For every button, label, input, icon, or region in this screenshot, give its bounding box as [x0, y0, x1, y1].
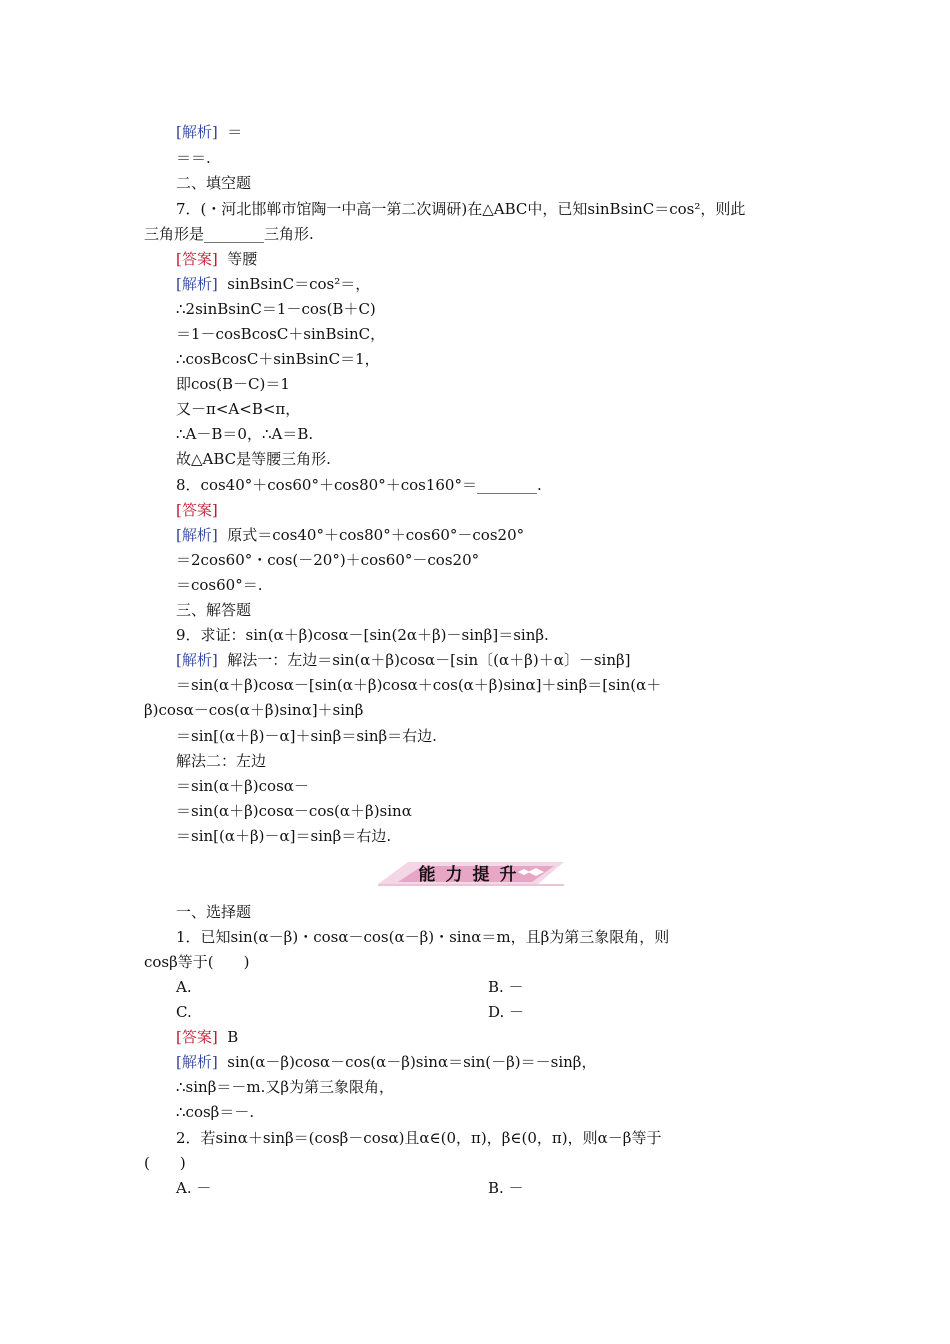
analysis-tag: [解析] — [176, 123, 218, 141]
line-text: ( ) — [144, 1154, 186, 1172]
text-line — [176, 249, 257, 269]
line-text: ＝sin[(α＋β)－α]＋sinβ＝sinβ＝右边. — [176, 727, 437, 745]
line-text: 故△ABC是等腰三角形. — [176, 450, 331, 468]
line-text: ∴cosBcosC＋sinBsinC＝1， — [176, 350, 380, 368]
line-text: 8．cos40°＋cos60°＋cos80°＋cos160°＝________. — [176, 476, 542, 494]
line-text: B — [217, 1028, 239, 1046]
text-line — [176, 122, 242, 142]
text-line — [176, 1077, 394, 1097]
text-line — [176, 826, 391, 846]
text-line — [176, 525, 524, 545]
text-line — [176, 199, 745, 219]
text-line — [176, 299, 376, 319]
analysis-tag: [解析] — [176, 526, 218, 544]
text-line — [176, 600, 251, 620]
text-line — [176, 726, 437, 746]
analysis-tag: [解析] — [176, 1053, 218, 1071]
text-line — [176, 1052, 596, 1072]
line-text: β)cosα－cos(α＋β)sinα]＋sinβ — [144, 701, 364, 719]
option-right: B. － — [488, 1179, 524, 1197]
line-text: 又－π<A<B<π， — [176, 400, 301, 418]
option-right: B. － — [488, 978, 524, 996]
line-text: ＝sin(α＋β)cosα－cos(α＋β)sinα — [176, 802, 412, 820]
line-text: 三角形是________三角形. — [144, 225, 314, 243]
line-text: 解法二：左边 — [176, 752, 267, 770]
answer-tag: [答案] — [176, 1028, 218, 1046]
line-text: ∴sinβ＝－m.又β为第三象限角， — [176, 1078, 395, 1096]
line-text: 原式＝cos40°＋cos80°＋cos60°－cos20° — [217, 526, 525, 544]
option-left: A. － — [176, 1179, 212, 1197]
answer-tag: [答案] — [176, 250, 218, 268]
text-line — [176, 751, 266, 771]
line-text: ＝sin[(α＋β)－α]＝sinβ＝右边. — [176, 827, 392, 845]
text-line — [176, 902, 251, 922]
text-line — [176, 625, 549, 645]
text-line — [176, 399, 300, 419]
line-text: ＝sin(α＋β)cosα－[sin(α＋β)cosα＋cos(α＋β)sinα]＋sinβ＝[sin(α＋ — [176, 676, 662, 694]
line-text: ∴A－B＝0，∴A＝B. — [176, 425, 314, 443]
text-line — [176, 374, 290, 394]
text-line — [144, 224, 314, 244]
line-text: 7．(・河北邯郸市馆陶一中高一第二次调研)在△ABC中，已知sinBsinC＝cos²，则此 — [176, 200, 746, 218]
text-line — [144, 952, 250, 972]
text-line — [176, 1128, 661, 1148]
text-line — [176, 675, 661, 695]
answer-tag: [答案] — [176, 501, 218, 519]
line-text: 即cos(B－C)＝1 — [176, 375, 290, 393]
section-banner-title: 能力提升 — [418, 865, 527, 885]
line-text: 二、填空题 — [176, 174, 252, 192]
text-line — [176, 475, 542, 495]
text-line — [176, 801, 412, 821]
text-line — [176, 173, 251, 193]
text-line — [144, 1153, 186, 1173]
line-text: 三、解答题 — [176, 601, 252, 619]
text-line — [176, 449, 331, 469]
text-line — [176, 927, 669, 947]
option-left: C. — [176, 1003, 192, 1021]
line-text: 1．已知sin(α－β)・cosα－cos(α－β)・sinα＝m，且β为第三象限角，则 — [176, 928, 670, 946]
text-line — [176, 500, 218, 520]
text-line — [176, 776, 309, 796]
line-text: ∴2sinBsinC＝1－cos(B＋C) — [176, 300, 376, 318]
text-line — [176, 324, 385, 344]
line-text: 解法一：左边＝sin(α＋β)cosα－[sin〔(α＋β)＋α〕－sinβ] — [217, 651, 631, 669]
line-text: 9．求证：sin(α＋β)cosα－[sin(2α＋β)－sinβ]＝sinβ. — [176, 626, 549, 644]
line-text: 2．若sinα＋sinβ＝(cosβ－cosα)且α∈(0，π)，β∈(0，π)，则α－β等于 — [176, 1129, 662, 1147]
analysis-tag: [解析] — [176, 651, 218, 669]
text-line — [144, 700, 363, 720]
text-line — [176, 148, 211, 168]
text-line — [176, 575, 263, 595]
line-text: ＝1－cosBcosC＋sinBsinC， — [176, 325, 386, 343]
line-text: ∴cosβ＝－. — [176, 1103, 255, 1121]
line-text: ＝ — [217, 123, 243, 141]
line-text: sin(α－β)cosα－cos(α－β)sinα＝sin(－β)＝－sinβ， — [217, 1053, 597, 1071]
option-right: D. － — [488, 1003, 525, 1021]
analysis-tag: [解析] — [176, 275, 218, 293]
line-text: ＝2cos60°・cos(－20°)＋cos60°－cos20° — [176, 551, 480, 569]
text-line — [176, 650, 631, 670]
text-line — [176, 274, 370, 294]
text-line — [176, 1102, 254, 1122]
line-text: ＝＝. — [176, 149, 211, 167]
line-text: 等腰 — [217, 250, 258, 268]
line-text: ＝sin(α＋β)cosα－ — [176, 777, 309, 795]
line-text: sinBsinC＝cos²＝， — [217, 275, 371, 293]
text-line — [176, 1027, 238, 1047]
option-left: A. — [176, 978, 192, 996]
line-text: 一、选择题 — [176, 903, 252, 921]
text-line — [176, 424, 313, 444]
line-text: ＝cos60°＝. — [176, 576, 263, 594]
text-line — [176, 349, 380, 369]
text-line — [176, 550, 479, 570]
line-text: cosβ等于( ) — [144, 953, 250, 971]
